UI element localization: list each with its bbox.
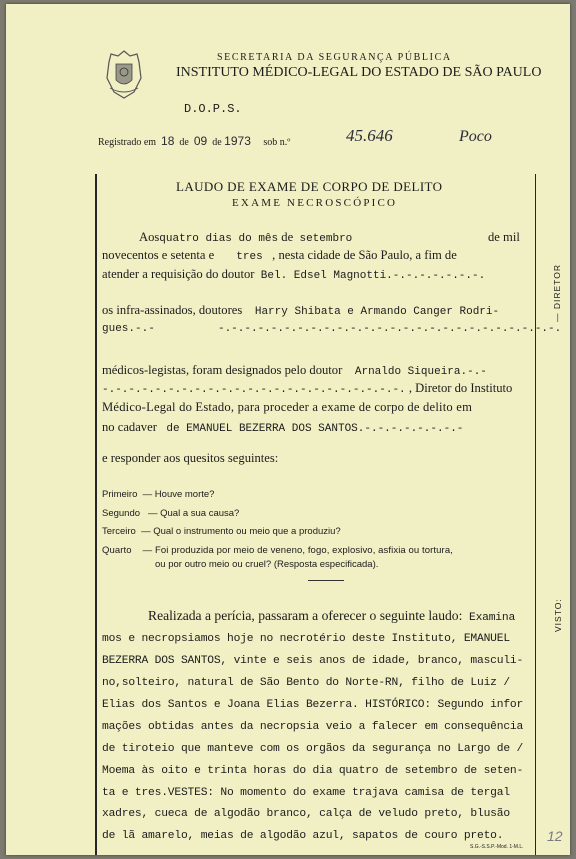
preamble-line-1-end: de mil [488,230,520,244]
registration-prefix: Registrado em [98,137,157,148]
visto-side-label: VISTO: [553,598,563,632]
report-line-7: de tiroteio que manteve com os orgãos da segurança no Largo de / [102,743,524,755]
report-line-8: Moema às oito e trinta horas do dia quatro de setembro de seten- [102,765,524,777]
question-3: Terceiro — Qual o instrumento ou meio que a produziu? [102,526,341,537]
preamble-line-8: Médico-Legal do Estado, para proceder a exame de corpo de delito em [102,400,473,414]
preamble-line-7: -.-.-.-.-.-.-.-.-.-.-.-.-.-.-.-.-.-.-.-.-.-.-. , Diretor do Instituto [102,381,513,396]
document-page [6,4,570,855]
question-2: Segundo — Qual a sua causa? [102,508,240,519]
right-margin-line [535,174,536,855]
preamble-line-6: médicos-legistas, foram designados pelo doutor Arnaldo Siqueira.-.- [102,363,487,378]
preamble-line-4: os infra-assinados, doutores Harry Shibata e Armando Canger Rodri- [102,303,500,318]
report-line-9: ta e tres.VESTES: No momento do exame trajava camisa de tergal [102,787,510,799]
form-code: S.G.-S.S.P.-Mod. 1-M.L. [470,844,524,850]
question-1: Primeiro — Houve morte? [102,489,215,500]
registration-number: 45.646 [346,126,393,145]
registration-month: 09 [193,134,208,148]
registration-initials: Poco [459,128,492,145]
section-separator [308,580,344,581]
coat-of-arms-emblem [104,48,144,100]
registration-line [98,134,290,148]
preamble-line-5: gues.-.- -.-.-.-.-.-.-.-.-.-.-.-.-.-.-.-.-.-.-.-.-.-.-.-.-.-. [102,323,562,335]
director-side-label: — DIRETOR [552,264,562,322]
registration-day: 18 [161,134,175,148]
page-number: 12 [547,828,563,844]
preamble-line-9: no cadaver de EMANUEL BEZERRA DOS SANTOS.-.-.-.-.-.-.-.- [102,420,464,435]
report-line-6: mações obtidas antes da necropsia veio a falecer em consequência [102,721,524,733]
report-line-1: Realizada a perícia, passaram a oferecer o seguinte laudo: Examina [148,608,516,624]
preamble-line-2: novecentos e setenta e tres , nesta cidade de São Paulo, a fim de [102,248,457,263]
registration-sob: sob n.º [263,137,291,148]
registration-year: 1973 [224,134,251,148]
preamble-line-3: atender a requisição do doutor Bel. Edsel Magnotti.-.-.-.-.-.-.-. [102,267,486,282]
report-line-5: Elias dos Santos e Joana Elias Bezerra. HISTÓRICO: Segundo infor [102,699,524,711]
registration-de2: de [212,137,222,148]
report-line-3: BEZERRA DOS SANTOS, vinte e seis anos de idade, branco, masculi- [102,655,524,667]
header-secretariat: SECRETARIA DA SEGURANÇA PÚBLICA [217,52,452,63]
question-4: Quarto — Foi produzida por meio de veneno, fogo, explosivo, asfixia ou tortura, [102,545,453,556]
report-line-10: xadres, cueca de algodão branco, calça de veludo preto, blusão [102,808,510,820]
report-line-2: mos e necropsiamos hoje no necrotério deste Instituto, EMANUEL [102,633,510,645]
report-line-4: no,solteiro, natural de São Bento do Norte-RN, filho de Luiz / [102,677,510,689]
question-4-continuation: ou por outro meio ou cruel? (Resposta especificada). [155,559,379,570]
left-margin-line [95,174,97,855]
report-subtitle: EXAME NECROSCÓPICO [232,197,398,209]
registration-de1: de [179,137,189,148]
report-line-11: de lã amarelo, meias de algodão azul, sapatos de couro preto. [102,830,504,842]
header-institute: INSTITUTO MÉDICO-LEGAL DO ESTADO DE SÃO PAULO [176,65,542,80]
report-title: LAUDO DE EXAME DE CORPO DE DELITO [176,179,443,194]
dops-label: D.O.P.S. [184,102,242,116]
preamble-line-1: Aosquatro dias do mês de setembro [139,230,353,245]
preamble-line-10: e responder aos quesitos seguintes: [102,451,279,465]
